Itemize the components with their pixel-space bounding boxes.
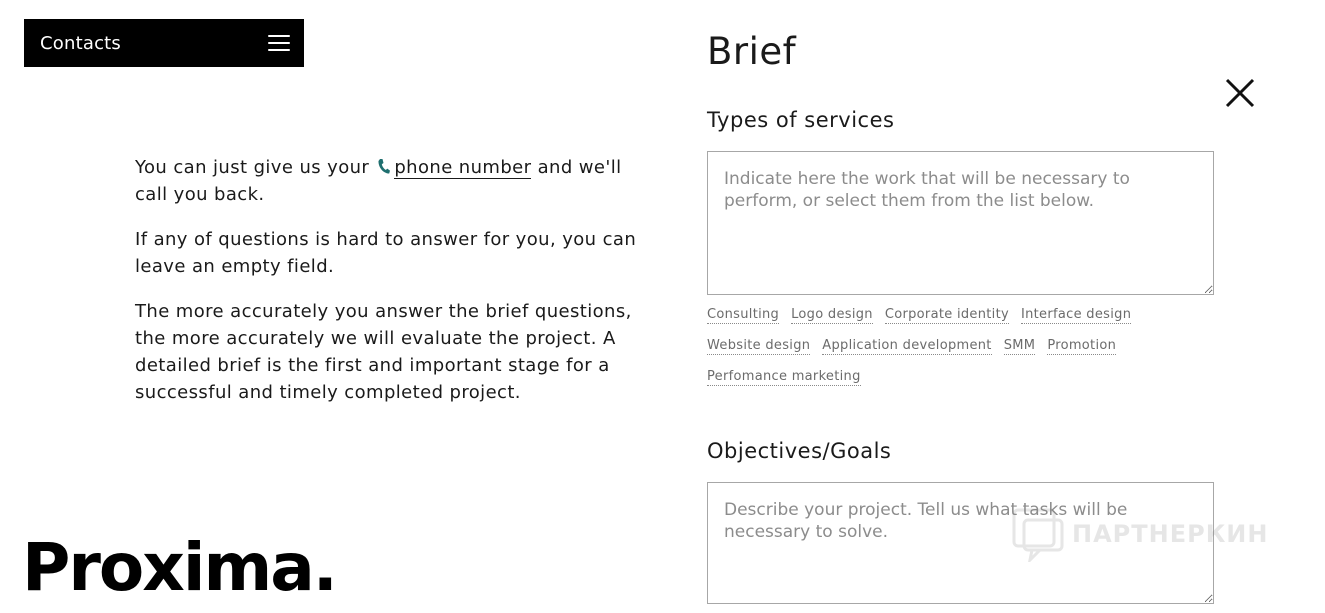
- goals-label: Objectives/Goals: [707, 439, 892, 463]
- tag-smm[interactable]: SMM: [1003, 338, 1036, 353]
- intro-paragraph-2: If any of questions is hard to answer for you, you can leave an empty field.: [135, 229, 637, 277]
- intro-p1-before: You can just give us your: [135, 157, 370, 178]
- tag-performance-marketing[interactable]: Perfomance marketing: [707, 369, 861, 384]
- intro-text: [135, 154, 645, 424]
- intro-paragraph-3: The more accurately you answer the brief questions, the more accurately we will evaluate the project. A detailed brief is the first and important stage for a successful and timely completed project.: [135, 301, 632, 403]
- contacts-title: Contacts: [40, 32, 122, 54]
- tag-logo-design[interactable]: Logo design: [791, 307, 873, 322]
- tag-promotion[interactable]: Promotion: [1047, 338, 1117, 353]
- intro-paragraph-1: [135, 154, 645, 208]
- intro-p1-after: and we'll call you back.: [135, 157, 622, 205]
- service-tags: [707, 306, 1227, 399]
- services-input[interactable]: [707, 151, 1214, 295]
- watermark: [1012, 505, 1282, 563]
- hamburger-icon[interactable]: [268, 35, 290, 51]
- brief-title: Brief: [707, 30, 797, 73]
- services-label: Types of services: [707, 108, 895, 132]
- tag-row: [707, 306, 1227, 337]
- watermark-text: ПАРТНЕРКИН: [1072, 520, 1269, 548]
- tag-website-design[interactable]: Website design: [707, 338, 811, 353]
- proxima-logo[interactable]: Proxima.: [22, 529, 336, 606]
- contacts-menu-bar[interactable]: [24, 19, 304, 67]
- phone-number-link[interactable]: phone number: [394, 157, 532, 178]
- tag-consulting[interactable]: Consulting: [707, 307, 780, 322]
- tag-application-development[interactable]: Application development: [822, 338, 992, 353]
- tag-row: [707, 337, 1227, 368]
- tag-interface-design[interactable]: Interface design: [1020, 307, 1132, 322]
- close-icon[interactable]: [1222, 75, 1258, 111]
- tag-corporate-identity[interactable]: Corporate identity: [884, 307, 1009, 322]
- watermark-icon: [1012, 506, 1064, 562]
- tag-row: [707, 368, 1227, 399]
- phone-icon: [377, 158, 390, 175]
